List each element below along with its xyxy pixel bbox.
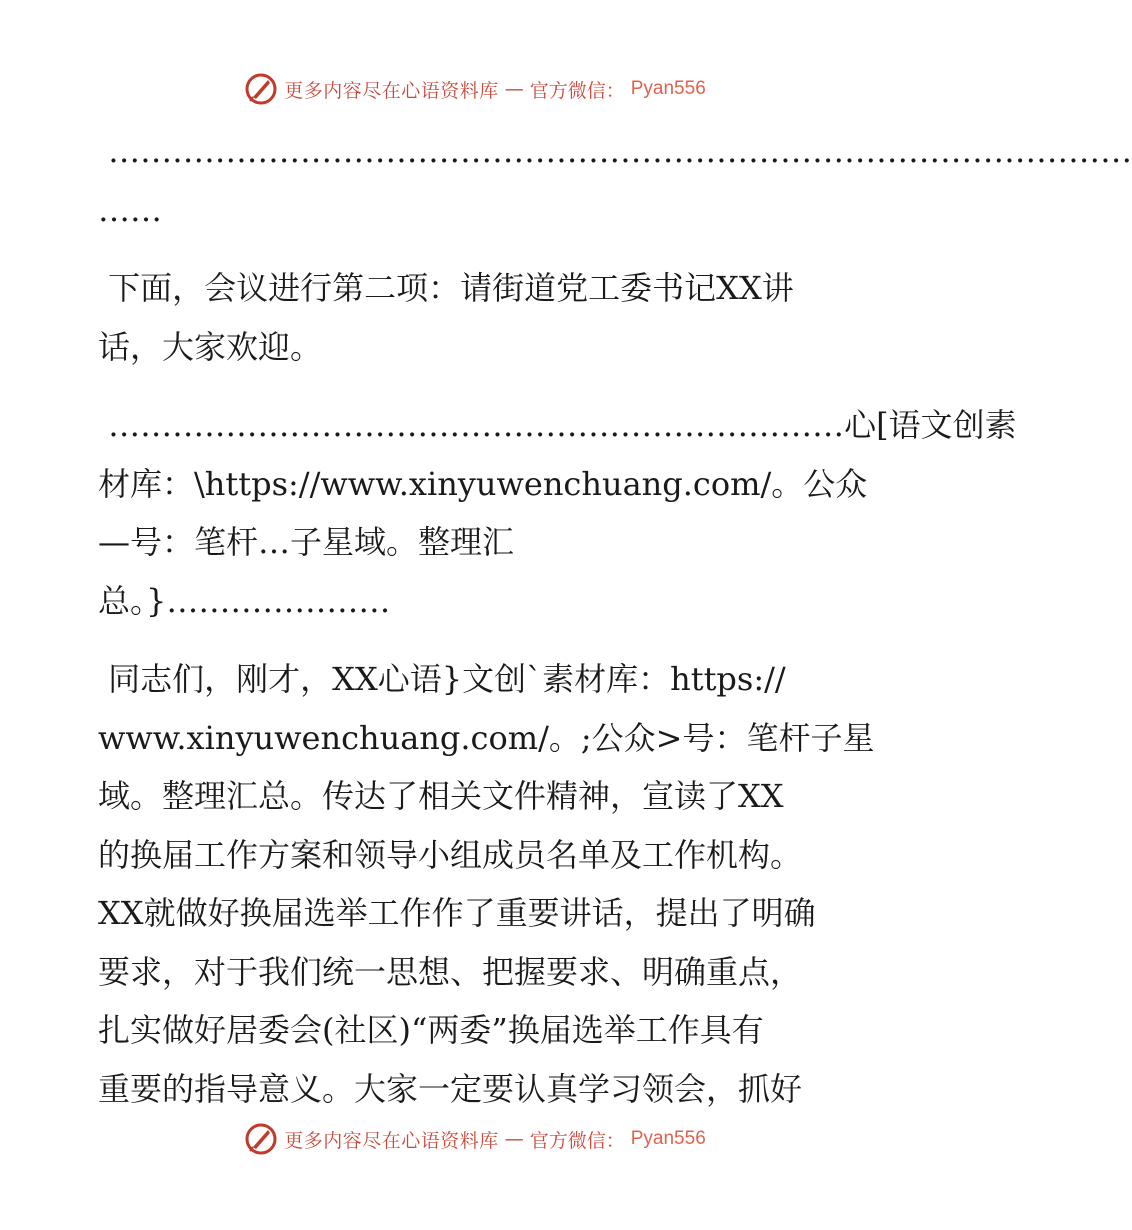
text-line: www.xinyuwenchuang.com/。;公众>号：笔杆子星 bbox=[98, 718, 875, 757]
footer-banner bbox=[0, 1122, 950, 1156]
text-line: 的换届工作方案和领导小组成员名单及工作机构。 bbox=[98, 835, 803, 874]
text-line: …………………………………………………………………………………… bbox=[98, 132, 1132, 170]
text-line: 要求，对于我们统一思想、把握要求、明确重点， bbox=[98, 952, 803, 991]
banner-wechat-label: 官方微信： bbox=[529, 79, 625, 102]
text-line: 总。}………………… bbox=[98, 581, 391, 620]
text-line: 重要的指导意义。大家一定要认真学习领会，抓好 bbox=[98, 1069, 803, 1108]
quill-logo-icon bbox=[244, 1122, 278, 1156]
paragraph bbox=[98, 122, 1132, 239]
banner-title: 更多内容尽在心语资料库 bbox=[284, 79, 499, 102]
banner-title: 更多内容尽在心语资料库 bbox=[284, 1129, 499, 1152]
paragraph bbox=[98, 396, 1017, 630]
quill-logo-icon bbox=[244, 72, 278, 106]
banner-wechat-label: 官方微信： bbox=[529, 1129, 625, 1152]
paragraph bbox=[98, 650, 875, 1118]
header-banner bbox=[0, 72, 950, 106]
banner-wechat-id: Pyan556 bbox=[630, 1128, 706, 1149]
banner-wechat-id: Pyan556 bbox=[630, 78, 706, 99]
text-line: 话，大家欢迎。 bbox=[98, 327, 323, 366]
text-line: 下面，会议进行第二项：请街道党工委书记XX讲 bbox=[98, 269, 794, 307]
text-line: 域。整理汇总。传达了相关文件精神，宣读了XX bbox=[98, 777, 784, 815]
text-line: …… bbox=[98, 190, 162, 229]
banner-separator: — bbox=[504, 78, 524, 100]
text-line: 材库：\https://www.xinyuwenchuang.com/。公众 bbox=[98, 464, 868, 503]
text-line: 同志们，刚才，XX心语}文创`素材库：https:// bbox=[98, 660, 786, 698]
paragraph bbox=[98, 259, 858, 376]
banner-separator: — bbox=[504, 1128, 524, 1150]
text-line: XX就做好换届选举工作作了重要讲话，提出了明确 bbox=[98, 894, 816, 932]
text-line: —号：笔杆…子星域。整理汇 bbox=[98, 523, 515, 561]
document-body bbox=[98, 122, 1132, 1118]
text-line: ……………………………………………………………心[语文创素 bbox=[98, 406, 1017, 444]
text-line: 扎实做好居委会(社区)“两委”换届选举工作具有 bbox=[98, 1011, 764, 1049]
